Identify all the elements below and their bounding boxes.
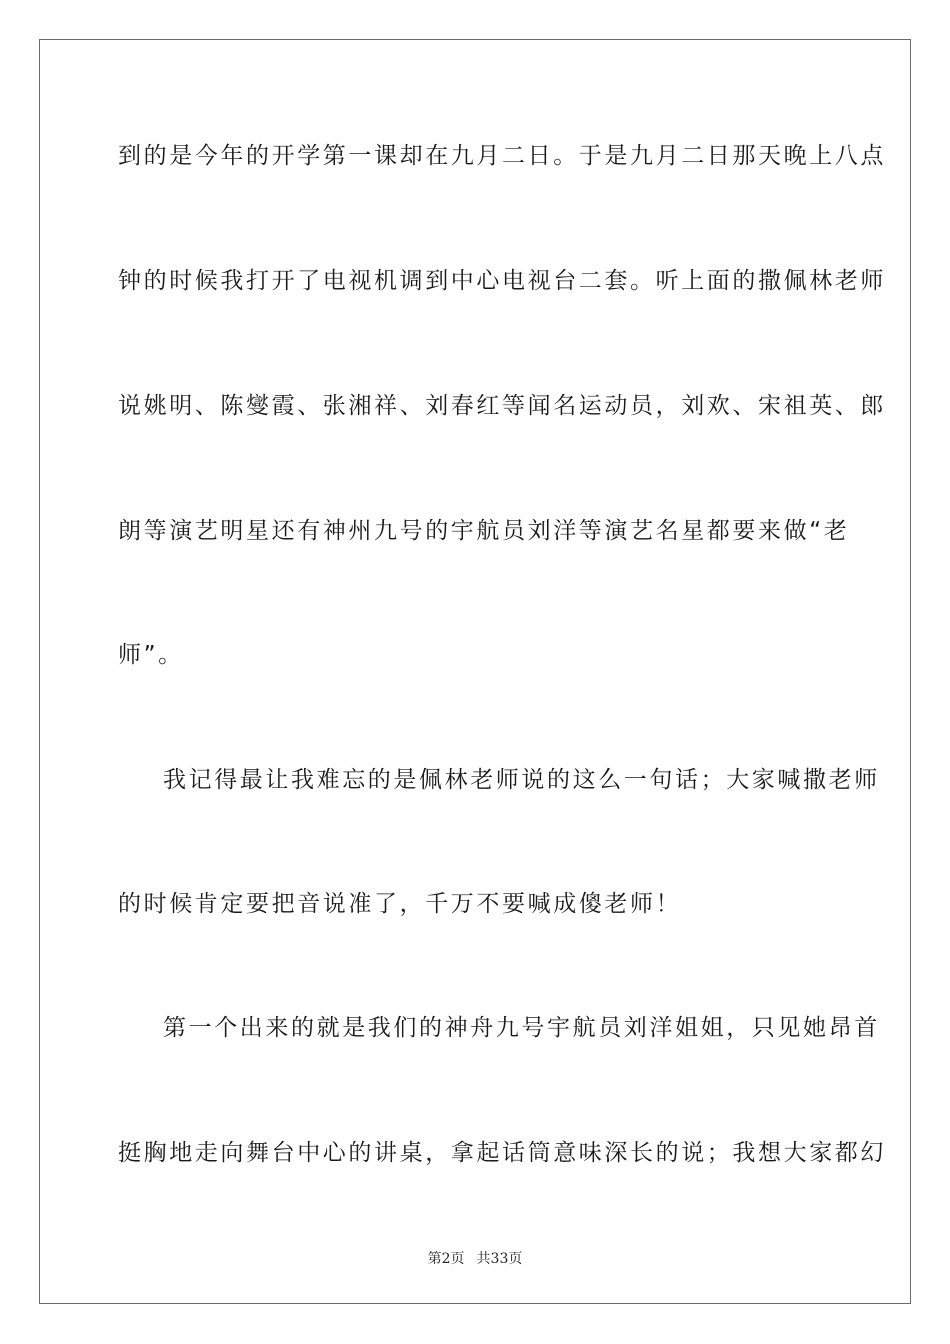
body-line-4: 朗等演艺明星还有神州九号的宇航员刘洋等演艺名星都要来做“老 [118, 518, 850, 544]
page-number: 第2页 [427, 1251, 465, 1267]
body-line-2: 钟的时候我打开了电视机调到中心电视台二套。听上面的撒佩林老师 [118, 268, 886, 294]
body-line-3: 说姚明、陈燮霞、张湘祥、刘春红等闻名运动员，刘欢、宋祖英、郎 [118, 393, 886, 419]
page-total: 共33页 [476, 1251, 523, 1267]
body-line-9: 挺胸地走向舞台中心的讲桌，拿起话筒意味深长的说；我想大家都幻 [118, 1140, 886, 1166]
body-line-1: 到的是今年的开学第一课却在九月二日。于是九月二日那天晚上八点 [118, 143, 886, 169]
body-line-8: 第一个出来的就是我们的神舟九号宇航员刘洋姐姐，只见她昂首 [163, 1015, 880, 1041]
page-footer [0, 1248, 950, 1268]
body-line-7: 的时候肯定要把音说准了，千万不要喊成傻老师！ [118, 891, 682, 917]
page-border [39, 39, 911, 1304]
body-line-6: 我记得最让我难忘的是佩林老师说的这么一句话；大家喊撒老师 [163, 767, 880, 793]
body-line-5: 师”。 [118, 642, 184, 668]
